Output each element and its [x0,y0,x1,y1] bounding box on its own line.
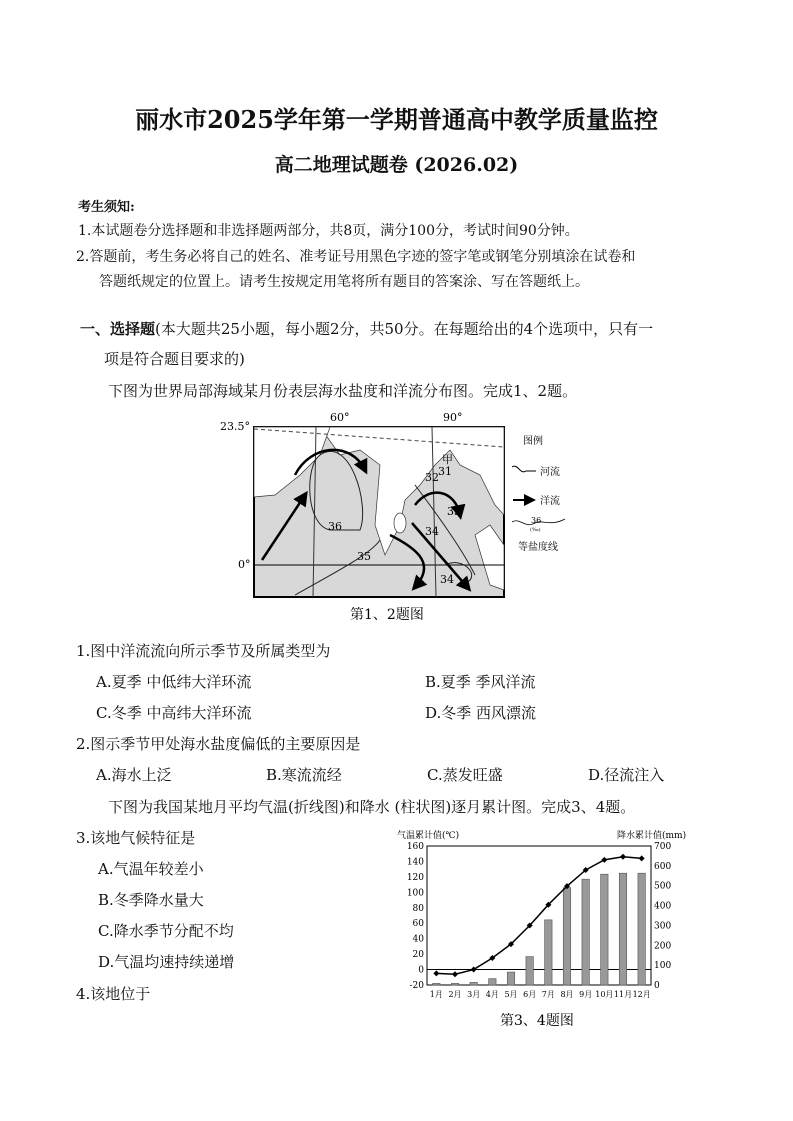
salinity-map [220,405,580,627]
section-title: 一、选择题 [80,320,156,338]
q3-option[interactable]: B.冬季降水量大 [98,891,204,909]
precip-bar [451,983,458,985]
q3-option[interactable]: D.气温均速持续递增 [98,953,235,971]
q2-option[interactable]: C.蒸发旺盛 [427,766,503,784]
right-axis-title: 降水累计值(mm) [617,831,687,841]
map-caption: 第1、2题图 [350,607,424,623]
temp-point [601,857,607,863]
right-tick-label: 400 [654,901,672,912]
question-3: 3.该地气候特征是 [76,829,196,847]
isoline-label: 35 [357,550,371,563]
right-tick-label: 200 [654,941,672,952]
temp-line [436,857,641,974]
notice-item: 1.本试题卷分选择题和非选择题两部分，共8页，满分100分，考试时间90分钟。 [78,223,579,239]
right-tick-label: 0 [654,981,660,991]
month-label: 8月 [560,990,574,999]
precip-bar [638,873,645,985]
right-tick-label: 500 [654,881,672,892]
month-label: 5月 [504,990,518,999]
temp-point [620,854,626,860]
legend-isoline: 等盐度线 [518,542,558,553]
month-label: 10月 [595,990,614,999]
page-subtitle: 高二地理试题卷 (2026.02) [274,154,519,176]
notice-item: 2.答题前，考生务必将自己的姓名、准考证号用黑色字迹的签字笔或钢笔分别填涂在试卷和 [76,249,636,265]
question-1: 1.图中洋流流向所示季节及所属类型为 [76,642,331,660]
precip-bar [563,888,570,985]
isoline-label: 34 [440,573,454,586]
precip-bar [619,873,626,985]
precip-bar [582,879,589,985]
river-icon [512,466,536,472]
right-tick-label: 600 [654,861,672,872]
precip-bar [470,982,477,985]
left-tick-label: 20 [412,950,424,961]
question-4: 4.该地位于 [76,985,151,1003]
month-label: 1月 [429,990,443,999]
left-tick-label: 80 [412,903,424,914]
intro-text: 下图为世界局部海域某月份表层海水盐度和洋流分布图。完成1、2题。 [108,382,578,400]
section-desc: (本大题共25小题，每小题2分，共50分。在每题给出的4个选项中，只有一 [155,320,654,338]
legend-river: 河流 [540,467,560,478]
temp-point [433,970,439,976]
q3-option[interactable]: C.降水季节分配不均 [98,922,234,940]
left-axis-title: 气温累计值(℃) [397,831,460,841]
left-tick-label: 40 [412,934,424,945]
isoline-label: 34 [425,525,439,538]
q3-option[interactable]: A.气温年较差小 [98,860,204,878]
lat-label: 23.5° [220,420,250,433]
legend-current: 洋流 [540,496,560,507]
left-tick-label: 100 [406,888,424,899]
section-desc-2: 项是符合题目要求的) [104,350,245,368]
month-label: 7月 [541,990,555,999]
q2-option[interactable]: B.寒流流经 [266,766,342,784]
isoline-label: 32 [425,471,439,484]
isoline-label: 31 [438,465,452,478]
q1-option[interactable]: B.夏季 季风洋流 [425,673,536,691]
isoline-label: 36 [328,520,342,533]
climate-chart [395,825,687,1035]
left-tick-label: 120 [406,872,424,883]
question-2: 2.图示季节甲处海水盐度偏低的主要原因是 [76,735,361,753]
legend-isoline-sample: 36 [531,516,542,525]
place-label: 甲 [442,453,453,466]
chart-caption: 第3、4题图 [500,1013,574,1029]
left-tick-label: 140 [406,857,424,868]
q1-option[interactable]: C.冬季 中高纬大洋环流 [96,704,252,722]
lon-label: 60° [330,411,350,424]
notice-heading: 考生须知: [78,200,135,215]
month-label: 2月 [448,990,462,999]
month-label: 6月 [523,990,537,999]
right-tick-label: 300 [654,921,672,932]
isoline-label: 33 [447,505,461,518]
month-label: 3月 [467,990,481,999]
right-tick-label: 700 [654,842,672,852]
q2-option[interactable]: D.径流注入 [588,766,665,784]
lon-label: 90° [443,411,463,424]
precip-bar [507,972,514,985]
q1-option[interactable]: A.夏季 中低纬大洋环流 [96,673,252,691]
month-label: 12月 [632,990,651,999]
notice-item: 答题纸规定的位置上。请考生按规定用笔将所有题目的答案涂、写在答题纸上。 [99,274,589,290]
precip-bar [489,979,496,985]
q2-option[interactable]: A.海水上泛 [96,766,172,784]
left-tick-label: 160 [406,842,424,852]
right-tick-label: 100 [654,961,672,972]
month-label: 11月 [613,990,633,999]
temp-point [639,855,645,861]
q1-option[interactable]: D.冬季 西风漂流 [425,704,537,722]
left-tick-label: 0 [418,965,424,976]
legend-title: 图例 [523,436,543,447]
precip-bar [545,920,552,985]
precip-bar [601,874,608,985]
page-title: 丽水市2025学年第一学期普通高中教学质量监控 [135,105,658,134]
intro-text-2: 下图为我国某地月平均气温(折线图)和降水 (柱状图)逐月累计图。完成3、4题。 [108,798,636,816]
legend-isoline-unit: (‰) [530,527,541,533]
month-label: 9月 [579,990,593,999]
precip-bar [433,983,440,985]
temp-point [452,971,458,977]
section-heading [80,318,653,339]
left-tick-label: -20 [409,981,424,991]
lat-label: 0° [238,558,251,571]
left-tick-label: 60 [412,919,424,930]
month-label: 4月 [485,990,499,999]
precip-bar [526,957,533,985]
